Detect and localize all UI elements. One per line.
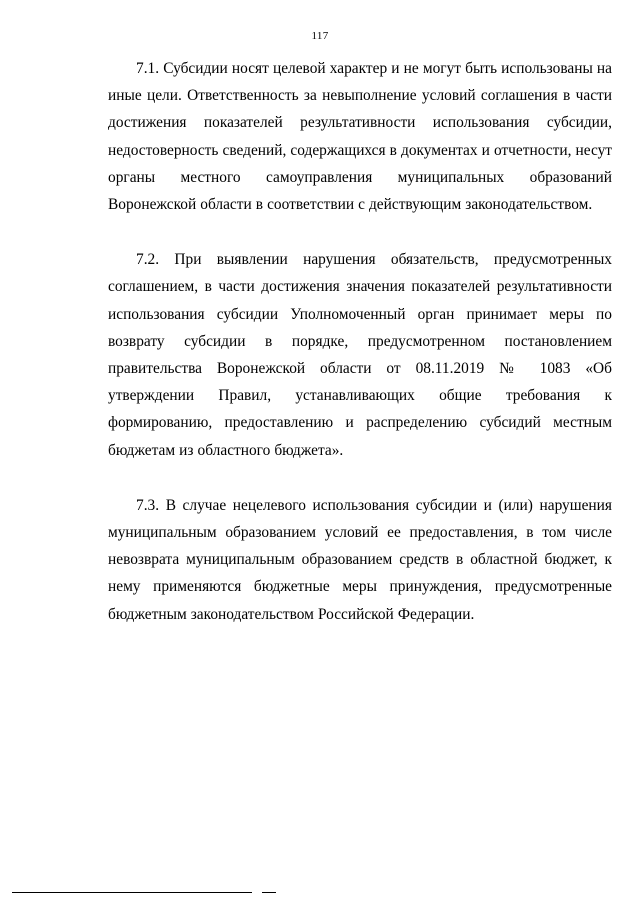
footer-rule-fragment xyxy=(262,892,276,893)
paragraph-7-2: 7.2. При выявлении нарушения обязательств, предусмотренных соглашением, в части достижения значения показателей результативности использования субсидии Уполномоченный орган принимает меры по возврату субсидии в порядке, предусмотренном постановлением правительства Воронежской области от 08.11.2019 № 1083 «Об утверждении Правил, устанавливающих общие требования к формированию, предоставлению и распределению субсидий местным бюджетам из областного бюджета». xyxy=(108,251,612,459)
paragraph-7-1: 7.1. Субсидии носят целевой характер и не могут быть использованы на иные цели. Ответственность за невыполнение условий соглашения в части достижения показателей результативности использования субсидии, недостоверность сведений, содержащихся в документах и отчетности, несут органы местного самоуправления муниципальных образований Воронежской области в соответствии с действующим законодательством. xyxy=(108,60,612,214)
footer-rule xyxy=(12,892,252,893)
document-body xyxy=(108,55,612,656)
paragraph-7-3: 7.3. В случае нецелевого использования субсидии и (или) нарушения муниципальным образованием условий ее предоставления, в том числе невозврата муниципальным образованием средств в областной бюджет, к нему применяются бюджетные меры принуждения, предусмотренные бюджетным законодательством Российской Федерации. xyxy=(108,496,612,623)
page-number: 117 xyxy=(311,30,329,42)
